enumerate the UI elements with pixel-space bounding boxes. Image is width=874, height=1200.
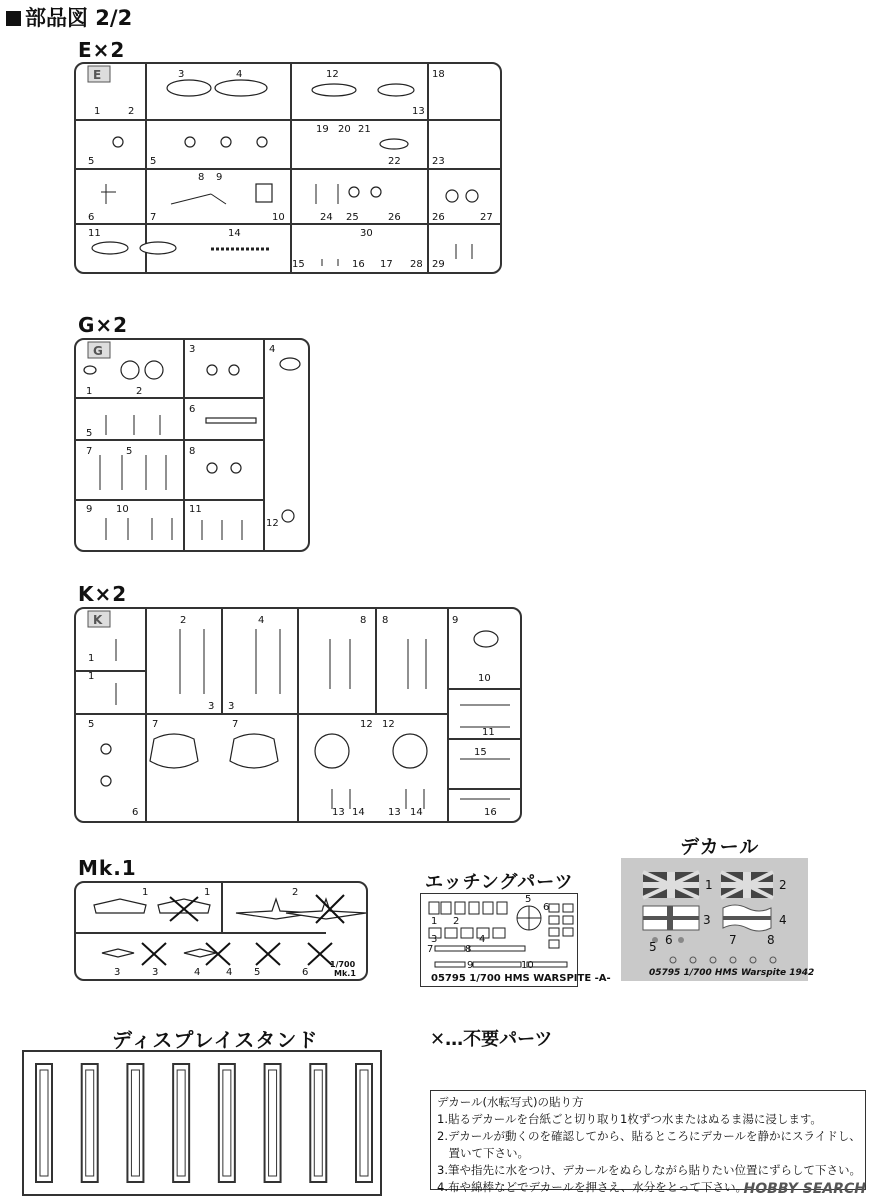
sprue-g-frame: [74, 338, 310, 552]
sprue-k-part-12b: 12: [382, 719, 395, 730]
cross-icon: ✕: [430, 1029, 446, 1050]
sprue-k-part-1a: 1: [88, 653, 95, 664]
stand-slot: [265, 1064, 281, 1182]
sprue-k-part-14a: 14: [352, 807, 365, 818]
sprue-k-part-1b: 1: [88, 671, 95, 682]
sprue-k-part-3a: 3: [208, 701, 215, 712]
sprue-g-badge: G: [93, 344, 103, 358]
mk1-part-1a: 1: [142, 887, 149, 898]
sprue-g-part-5a: 5: [86, 428, 93, 439]
sprue-e-part-4: 4: [236, 69, 243, 80]
sprue-k-heading: K×2: [78, 582, 128, 606]
sprue-e-part-12: 14: [228, 228, 241, 239]
sprue-e-part-2: 2: [128, 106, 135, 117]
mk1-part-3b: 3: [152, 967, 159, 978]
instructions-step-1: 1.貼るデカールを台紙ごと切り取り1枚ずつ水またはぬるま湯に浸します。: [437, 1112, 822, 1126]
sprue-k-part-8a: 8: [360, 615, 367, 626]
etching-part-8: 8: [465, 944, 472, 955]
sprue-k-part-3b: 3: [228, 701, 235, 712]
sprue-e-part-15: 18: [432, 69, 445, 80]
sprue-e-part-3: 3: [178, 69, 185, 80]
sprue-g-part-9: 9: [86, 504, 93, 515]
sprue-g-heading: G×2: [78, 313, 129, 337]
etching-part-5: 5: [525, 894, 532, 905]
decal-num-3: 3: [703, 913, 711, 927]
sprue-k-part-9: 9: [452, 615, 459, 626]
decal-num-7: 7: [729, 933, 737, 947]
sprue-g-part-5b: 5: [126, 446, 133, 457]
sprue-e-part-21: 24: [320, 212, 333, 223]
sprue-e-badge: E: [93, 68, 102, 82]
sprue-k-part-4: 4: [258, 615, 265, 626]
decal-num-1: 1: [705, 878, 713, 892]
stand-slot: [356, 1064, 372, 1182]
etching-part-4: 4: [479, 934, 486, 945]
etching-part-10: 10: [521, 960, 534, 971]
sprue-e-frame: [74, 62, 502, 274]
mk1-scale-label: 1/700: [330, 960, 356, 969]
stand-frame: [22, 1050, 382, 1196]
decal-num-5: 5: [649, 940, 657, 954]
etching-part-9: 9: [467, 960, 474, 971]
instructions-step-2: 2.デカールが動くのを確認してから、貼るところにデカールを静かにスライドし、: [437, 1129, 861, 1143]
decal-instructions: [430, 1090, 866, 1194]
sprue-e-part-22: 25: [346, 212, 359, 223]
decal-num-8: 8: [767, 933, 775, 947]
sprue-e-heading: E×2: [78, 38, 126, 62]
sprue-k-part-6: 6: [132, 807, 139, 818]
sprue-e-part-28: 28: [410, 259, 423, 270]
instructions-step-3: 3.筆や指先に水をつけ、デカールをぬらしながら貼りたい位置にずらして下さい。: [437, 1163, 862, 1177]
mk1-part-3a: 3: [114, 967, 121, 978]
mk1-heading: Mk.1: [78, 856, 137, 880]
sprue-e-part-13: 12: [326, 69, 339, 80]
sprue-e-part-16: 19: [316, 124, 329, 135]
sprue-e-drawing: [76, 64, 500, 272]
sprue-e-part-30: 30: [360, 228, 373, 239]
decal-drawing: [621, 858, 815, 981]
sprue-k-part-16: 16: [484, 807, 497, 818]
sprue-g-drawing: [76, 340, 308, 550]
etching-drawing: [421, 894, 611, 986]
decal-caption: 05795 1/700 HMS Warspite 1942: [649, 968, 815, 978]
sprue-k-part-7a: 7: [152, 719, 159, 730]
mk1-frame: [74, 881, 368, 981]
sprue-e-part-19: 22: [388, 156, 401, 167]
sprue-e-part-11: 11: [88, 228, 101, 239]
page-title: 部品図 2/2: [6, 2, 132, 32]
sprue-k-part-11: 11: [482, 727, 495, 738]
sprue-k-drawing: [76, 609, 520, 821]
sprue-k-part-7b: 7: [232, 719, 239, 730]
sprue-e-part-6: 6: [88, 212, 95, 223]
stand-slot: [173, 1064, 189, 1182]
etching-sheet: [420, 893, 611, 987]
mk1-part-2: 2: [292, 887, 299, 898]
sprue-e-part-14: 13: [412, 106, 425, 117]
mk1-part-6: 6: [302, 967, 309, 978]
mk1-name-label: Mk.1: [334, 969, 356, 978]
sprue-e-part-26b: 16: [352, 259, 365, 270]
decal-num-6: 6: [665, 933, 673, 947]
sprue-g-part-11: 11: [189, 504, 202, 515]
watermark: HOBBY SEARCH: [743, 1181, 866, 1197]
unneeded-legend-text: …不要パーツ: [445, 1029, 553, 1050]
sprue-e-part-27: 17: [380, 259, 393, 270]
sprue-g-part-2: 2: [136, 386, 143, 397]
decal-heading: デカール: [680, 836, 760, 858]
etching-part-6: 6: [543, 902, 550, 913]
sprue-e-part-8: 8: [198, 172, 205, 183]
sprue-e-part-5a: 5: [88, 156, 95, 167]
sprue-k-part-10: 10: [478, 673, 491, 684]
sprue-g-part-4: 4: [269, 344, 276, 355]
sprue-e-part-7: 7: [150, 212, 157, 223]
sprue-k-frame: [74, 607, 522, 823]
instructions-step-4: 4.布や綿棒などでデカールを押さえ、水分をとって下さい。: [437, 1180, 747, 1194]
stand-slot: [82, 1064, 98, 1182]
sprue-g-part-12: 12: [266, 518, 279, 529]
decal-num-2: 2: [779, 878, 787, 892]
instructions-step-2-cont: 置いて下さい。: [437, 1146, 529, 1160]
sprue-e-part-23: 26: [388, 212, 401, 223]
title-square-icon: [6, 11, 21, 26]
etching-part-1: 1: [431, 916, 438, 927]
decal-sheet: [621, 858, 815, 981]
sprue-g-part-8: 8: [189, 446, 196, 457]
sprue-g-part-6: 6: [189, 404, 196, 415]
sprue-e-part-24: 26: [432, 212, 445, 223]
stand-slot: [219, 1064, 235, 1182]
sprue-g-part-7: 7: [86, 446, 93, 457]
etching-part-7: 7: [427, 944, 434, 955]
sprue-k-part-13b: 13: [388, 807, 401, 818]
sprue-g-part-1: 1: [86, 386, 93, 397]
sprue-e-part-25: 27: [480, 212, 493, 223]
sprue-k-part-13a: 13: [332, 807, 345, 818]
sprue-k-part-15: 15: [474, 747, 487, 758]
sprue-e-part-20: 23: [432, 156, 445, 167]
etching-caption: 05795 1/700 HMS WARSPITE -A-: [431, 973, 611, 984]
sprue-e-part-17: 20: [338, 124, 351, 135]
stand-drawing: [24, 1052, 384, 1198]
sprue-k-part-2: 2: [180, 615, 187, 626]
stand-slot: [127, 1064, 143, 1182]
sprue-k-part-8b: 8: [382, 615, 389, 626]
stand-heading: ディスプレイスタンド: [112, 1028, 319, 1052]
sprue-k-part-5: 5: [88, 719, 95, 730]
stand-slot: [310, 1064, 326, 1182]
mk1-part-5: 5: [254, 967, 261, 978]
sprue-e-part-29: 29: [432, 259, 445, 270]
unneeded-legend: [430, 1025, 552, 1051]
sprue-g-part-3: 3: [189, 344, 196, 355]
etching-part-3: 3: [431, 934, 438, 945]
etching-heading: エッチングパーツ: [425, 872, 574, 893]
sprue-k-part-14b: 14: [410, 807, 423, 818]
decal-num-4: 4: [779, 913, 787, 927]
stand-slot: [36, 1064, 52, 1182]
sprue-e-part-9: 9: [216, 172, 223, 183]
mk1-drawing: [76, 883, 366, 979]
etching-part-2: 2: [453, 916, 460, 927]
mk1-part-4a: 4: [194, 967, 201, 978]
sprue-k-part-12a: 12: [360, 719, 373, 730]
sprue-k-badge: K: [93, 613, 103, 627]
sprue-e-part-1: 1: [94, 106, 101, 117]
sprue-g-part-10: 10: [116, 504, 129, 515]
sprue-e-part-5b: 5: [150, 156, 157, 167]
mk1-part-1b: 1: [204, 887, 211, 898]
mk1-part-4b: 4: [226, 967, 233, 978]
sprue-e-part-18: 21: [358, 124, 371, 135]
instructions-title: デカール(水転写式)の貼り方: [437, 1095, 584, 1109]
sprue-e-part-10: 10: [272, 212, 285, 223]
sprue-e-part-26a: 15: [292, 259, 305, 270]
